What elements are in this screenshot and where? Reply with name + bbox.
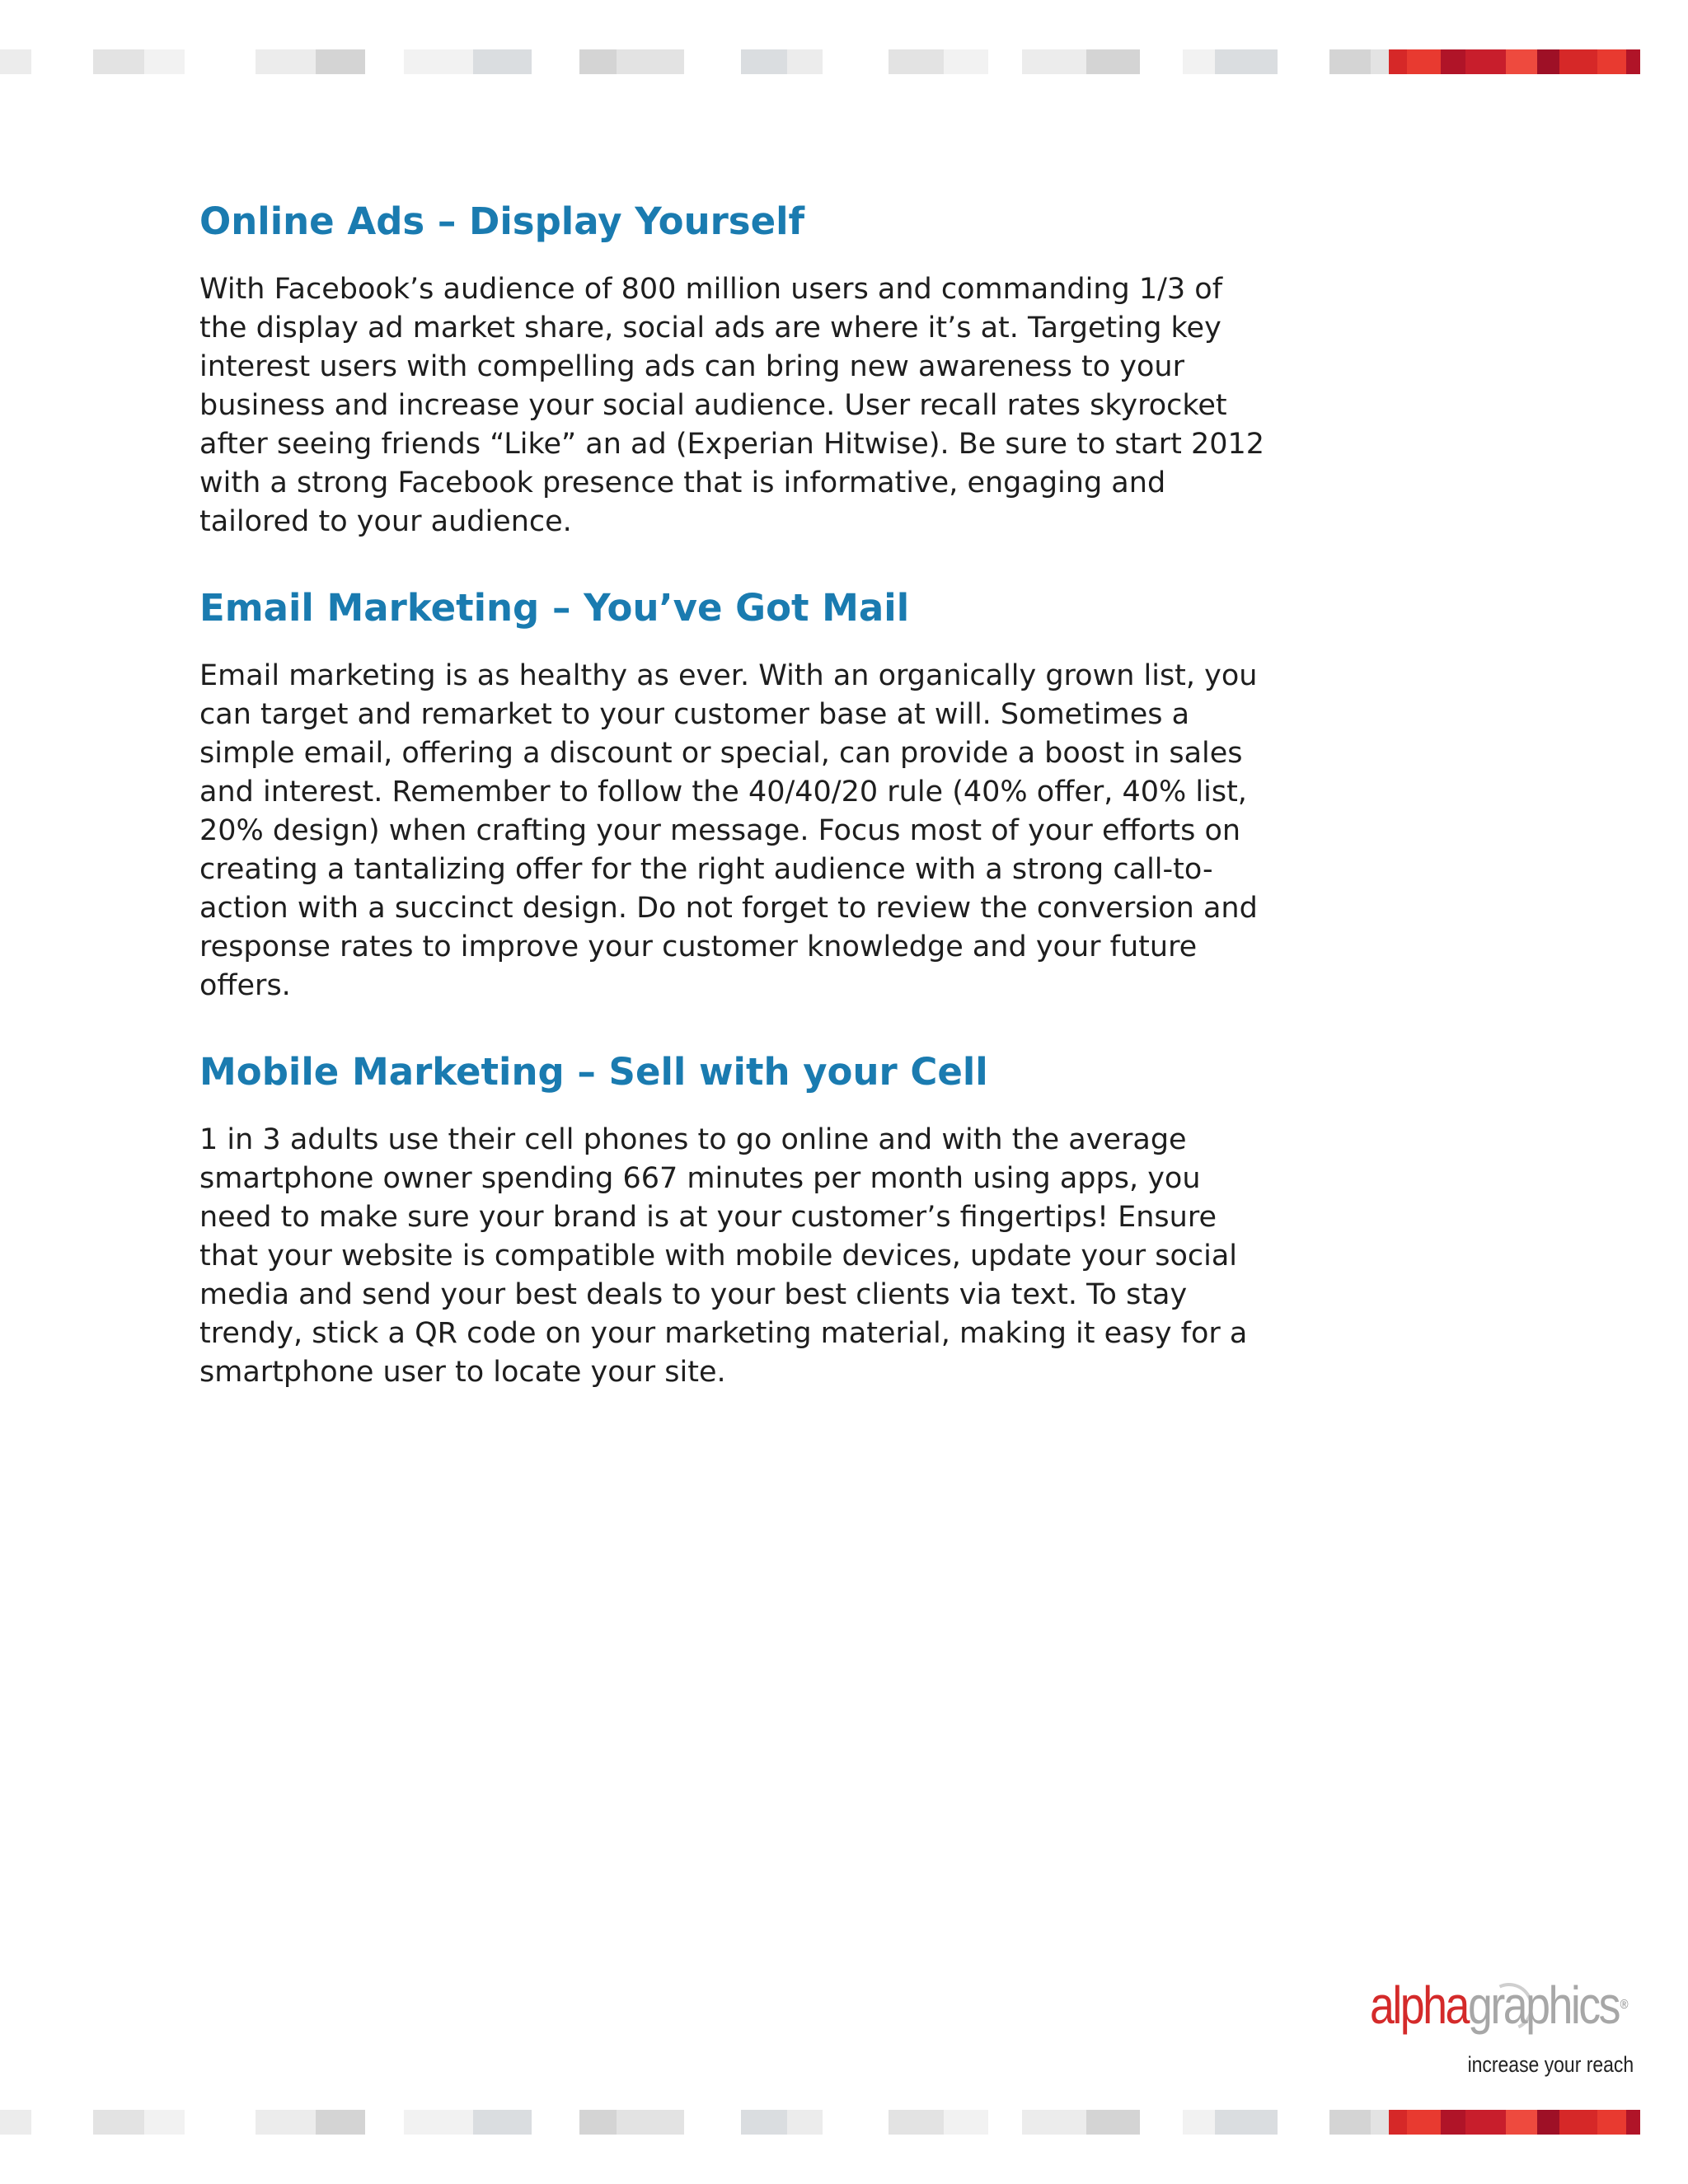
bar-segment [1215, 2110, 1278, 2135]
section-body: With Facebook’s audience of 800 million users and commanding 1/3 of the display ad market share, social ads are where it’s at. Targeting key interest users with compelling ads can bring new awareness to your business and increase your social audience. User recall rates skyrocket after seeing friends “Like” an ad (Experian Hitwise). Be sure to start 2012 with a strong Facebook presence that is informative, engaging and tailored to your audience. [199, 273, 1265, 538]
bar-segment [532, 2110, 579, 2135]
bar-segment [365, 49, 404, 74]
bar-segment [889, 2110, 944, 2135]
bar-segment [532, 49, 579, 74]
bar-segment [1183, 49, 1215, 74]
bar-segment-red [1537, 49, 1559, 74]
section-body: 1 in 3 adults use their cell phones to go online and with the average smartphone owner spending 667 minutes per month using apps, you need to make sure your brand is at your customer’s fingertips! Ensure that your website is compatible with mobile devices, update your social media and send your best deals to your best clients via text. To stay trendy, stick a QR code on your marketing material, making it easy for a smartphone user to locate your site. [199, 1123, 1248, 1389]
bar-segment [256, 49, 316, 74]
bar-segment [404, 2110, 473, 2135]
bar-segment-red [1407, 2110, 1441, 2135]
bar-segment-red [1465, 49, 1506, 74]
bar-segment [944, 49, 988, 74]
logo-wordmark-graphics: graphics [1467, 1975, 1619, 2035]
bar-segment [473, 49, 532, 74]
bar-segment-red [1389, 2110, 1407, 2135]
bar-segment [988, 2110, 1022, 2135]
logo-wordmark-alpha: alpha [1370, 1975, 1468, 2035]
bar-segment [31, 2110, 93, 2135]
bar-segment [741, 49, 787, 74]
bar-segment [0, 2110, 31, 2135]
bar-segment [404, 49, 473, 74]
section-heading: Online Ads – Display Yourself [199, 199, 805, 243]
bar-segment-red [1441, 2110, 1465, 2135]
bar-segment [617, 2110, 684, 2135]
section-heading: Email Marketing – You’ve Got Mail [199, 586, 910, 630]
bottom-decorative-bar [0, 2110, 1640, 2135]
bar-segment-red [1389, 49, 1407, 74]
alphagraphics-logo [1370, 1976, 1642, 2092]
bar-segment [1140, 2110, 1183, 2135]
bar-segment [617, 49, 684, 74]
bar-segment [1183, 2110, 1215, 2135]
bar-segment [579, 49, 617, 74]
bar-segment [889, 49, 944, 74]
bar-segment [365, 2110, 404, 2135]
bar-segment [144, 49, 185, 74]
bar-segment-red [1597, 2110, 1626, 2135]
bar-segment [988, 49, 1022, 74]
bar-segment [1140, 49, 1183, 74]
logo-tagline: increase your reach [1467, 2052, 1634, 2077]
bar-segment [1086, 49, 1140, 74]
bar-segment [944, 2110, 988, 2135]
bar-segment [316, 2110, 365, 2135]
bar-segment [684, 2110, 741, 2135]
bar-segment [93, 49, 144, 74]
logo-wordmark [1370, 1976, 1626, 2034]
bar-segment [1329, 2110, 1371, 2135]
bar-segment-red [1559, 49, 1597, 74]
bar-segment-red [1537, 2110, 1559, 2135]
section-heading: Mobile Marketing – Sell with your Cell [199, 1050, 988, 1094]
bar-segment [473, 2110, 532, 2135]
bar-segment [684, 49, 741, 74]
bar-segment [93, 2110, 144, 2135]
bar-segment-red [1441, 49, 1465, 74]
article-content [199, 198, 1271, 1392]
section-body: Email marketing is as healthy as ever. With an organically grown list, you can target and remarket to your customer base at will. Sometimes a simple email, offering a discount or special, can provide a boost in sales and interest. Remember to follow the 40/40/20 rule (40% offer, 40% list, 20% design) when crafting your message. Focus most of your efforts on creating a tantalizing offer for the right audience with a strong call-to-action with a succinct design. Do not forget to review the conversion and response rates to improve your customer knowledge and your future offers. [199, 659, 1258, 1002]
bar-segment [185, 49, 256, 74]
bar-segment [579, 2110, 617, 2135]
bar-segment-red [1506, 49, 1537, 74]
registered-mark: ® [1620, 1998, 1627, 2012]
section-email-marketing [199, 584, 1271, 1005]
bar-segment-red [1407, 49, 1441, 74]
bar-segment [823, 2110, 889, 2135]
bar-segment [1278, 2110, 1329, 2135]
bar-segment [823, 49, 889, 74]
bar-segment [1022, 2110, 1086, 2135]
bar-segment [1022, 49, 1086, 74]
bar-segment-red [1626, 49, 1640, 74]
section-mobile-marketing [199, 1048, 1271, 1392]
bar-segment [0, 49, 31, 74]
bar-segment-red [1597, 49, 1626, 74]
bar-segment-red [1559, 2110, 1597, 2135]
bar-segment [787, 2110, 823, 2135]
bar-segment [316, 49, 365, 74]
bar-segment [1086, 2110, 1140, 2135]
section-online-ads [199, 198, 1271, 541]
bar-segment [1215, 49, 1278, 74]
bar-segment [31, 49, 93, 74]
bar-segment-red [1626, 2110, 1640, 2135]
bar-segment [1278, 49, 1329, 74]
bar-segment [256, 2110, 316, 2135]
bar-segment [741, 2110, 787, 2135]
bar-segment [1329, 49, 1371, 74]
bar-segment [185, 2110, 256, 2135]
bar-segment [144, 2110, 185, 2135]
bar-segment-red [1506, 2110, 1537, 2135]
bar-segment-red [1465, 2110, 1506, 2135]
bar-segment [787, 49, 823, 74]
top-decorative-bar [0, 49, 1640, 74]
